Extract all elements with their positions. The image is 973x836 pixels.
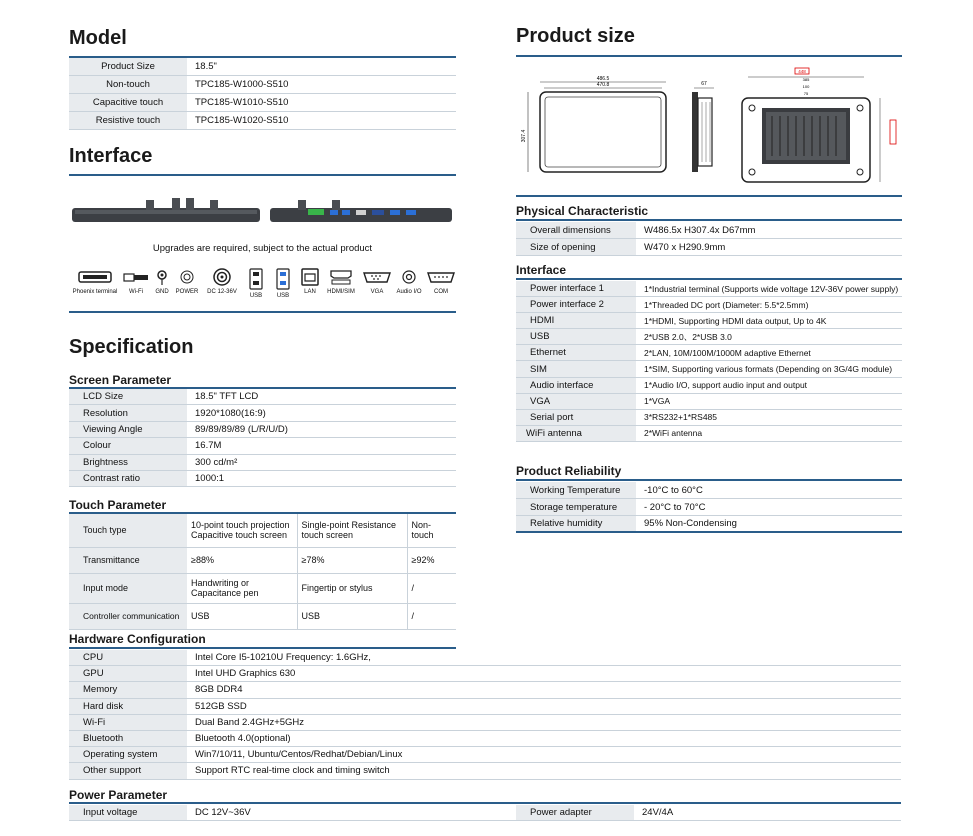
power-button-icon	[178, 268, 196, 286]
hardware-row: CPU Intel Core I5-10210U Frequency: 1.6GHz,	[69, 650, 901, 666]
interface-right-title: Interface	[516, 263, 567, 277]
com-port-icon	[427, 268, 455, 286]
interface-row: VGA 1*VGA	[516, 394, 902, 410]
port-power: POWER	[174, 268, 200, 295]
touch-row: Transmittance ≥88% ≥78% ≥92%	[69, 547, 456, 573]
interface-row: SIM 1*SIM, Supporting various formats (Depending on 3G/4G module)	[516, 361, 902, 377]
lan-port-icon	[301, 268, 319, 286]
interface-row: Ethernet 2*LAN, 10M/100M/1000M adaptive Ethernet	[516, 345, 902, 361]
hardware-table	[69, 650, 901, 780]
vga-port-icon	[363, 268, 391, 286]
dim-rear-b: 100	[802, 84, 810, 89]
screen-row: Viewing Angle 89/89/89/89 (L/R/U/D)	[69, 422, 456, 438]
gnd-icon	[155, 268, 169, 286]
reliability-row: Working Temperature -10°C to 60°C	[516, 482, 902, 499]
interface-right-table	[516, 281, 902, 442]
reliability-row: Relative humidity 95% Non-Condensing	[516, 516, 902, 533]
spec-title: Specification	[69, 336, 194, 358]
touch-row: Controller communication USB USB /	[69, 603, 456, 629]
interface-row: HDMI 1*HDMI, Supporting HDMI data output, Up to 4K	[516, 313, 902, 329]
dim-depth: 67	[701, 81, 707, 87]
screen-row: Contrast ratio 1000:1	[69, 471, 456, 487]
product-size-rule	[516, 55, 902, 57]
phoenix-terminal-icon	[78, 268, 112, 286]
interface-row: WiFi antenna 2*WiFi antenna	[516, 426, 902, 442]
dim-width-inner: 470.8	[596, 82, 610, 88]
device-io-views	[72, 194, 452, 228]
reliability-title: Product Reliability	[516, 464, 622, 478]
touch-table	[69, 514, 456, 630]
port-wifi: Wi-Fi	[121, 268, 151, 295]
hardware-rule	[69, 647, 456, 649]
screen-row: Resolution 1920*1080(16:9)	[69, 405, 456, 421]
reliability-row: Storage temperature - 20°C to 70°C	[516, 499, 902, 516]
port-lan: LAN	[299, 268, 321, 295]
reliability-table	[516, 482, 902, 533]
hardware-row: Bluetooth Bluetooth 4.0(optional)	[69, 731, 901, 747]
hardware-title: Hardware Configuration	[69, 632, 206, 646]
dim-width-outer: 486.5	[596, 76, 610, 82]
product-size-title: Product size	[516, 25, 635, 47]
hardware-row: Hard disk 512GB SSD	[69, 699, 901, 715]
touch-param-title: Touch Parameter	[69, 498, 167, 512]
screen-param-title: Screen Parameter	[69, 373, 172, 387]
port-com: COM	[427, 268, 455, 295]
port-phoenix: Phoenix terminal	[69, 268, 121, 295]
ports-rule	[69, 311, 456, 313]
port-usb2: USB	[245, 268, 267, 299]
screen-row: Colour 16.7M	[69, 438, 456, 454]
screen-table	[69, 389, 456, 487]
port-vga: VGA	[363, 268, 391, 295]
dim-rear-a: 385	[802, 77, 810, 82]
power-rule	[69, 802, 901, 804]
port-dc: DC 12-36V	[203, 268, 241, 295]
model-row: Product Size 18.5"	[69, 58, 456, 76]
screen-row: LCD Size 18.5" TFT LCD	[69, 389, 456, 405]
interface-row: Audio interface 1*Audio I/O, support audio input and output	[516, 378, 902, 394]
screen-row: Brightness 300 cd/m²	[69, 455, 456, 471]
dc-jack-icon	[212, 268, 232, 286]
physical-row: Size of opening W470 x H290.9mm	[516, 239, 902, 256]
port-usb3: USB	[272, 268, 294, 299]
hardware-row: Operating system Win7/10/11, Ubuntu/Centos/Redhat/Debian/Linux	[69, 747, 901, 763]
port-audio: Audio I/O	[395, 268, 423, 295]
model-table	[69, 58, 456, 130]
hdmi-sim-icon	[329, 268, 353, 286]
wifi-port-icon	[122, 268, 150, 286]
interface-row: Serial port 3*RS232+1*RS485	[516, 410, 902, 426]
touch-row: Touch type 10-point touch projection Capacitive touch screen Single-point Resistance touch screen Non-touch	[69, 514, 456, 547]
interface-title: Interface	[69, 145, 153, 167]
physical-table	[516, 222, 902, 256]
usb2-icon	[249, 268, 263, 290]
model-row: Non-touch TPC185-W1000-S510	[69, 76, 456, 94]
interface-rule	[69, 174, 456, 176]
power-row: Input voltage DC 12V~36V Power adapter 24V/4A	[69, 805, 901, 821]
touch-row: Input mode Handwriting or Capacitance pen Fingertip or stylus /	[69, 573, 456, 603]
hardware-row: Memory 8GB DDR4	[69, 682, 901, 698]
interface-row: USB 2*USB 2.0、2*USB 3.0	[516, 329, 902, 345]
hardware-row: Wi-Fi Dual Band 2.4GHz+5GHz	[69, 715, 901, 731]
dim-rear-c: 75	[803, 91, 809, 96]
interface-right-rule	[516, 278, 902, 280]
interface-note: Upgrades are required, subject to the actual product	[152, 243, 373, 254]
usb3-icon	[276, 268, 290, 290]
model-title: Model	[69, 27, 127, 49]
physical-title: Physical Characteristic	[516, 204, 649, 218]
interface-row: Power interface 1 1*Industrial terminal (Supports wide voltage 12V-36V power supply)	[516, 281, 902, 297]
physical-rule	[516, 219, 902, 221]
model-row: Resistive touch TPC185-W1020-S510	[69, 112, 456, 130]
hardware-row: Other support Support RTC real-time clock and timing switch	[69, 763, 901, 779]
dimension-drawing	[516, 62, 902, 192]
dim-height: 307.4	[521, 129, 527, 143]
model-row: Capacitive touch TPC185-W1010-S510	[69, 94, 456, 112]
interface-row: Power interface 2 1*Threaded DC port (Diameter: 5.5*2.5mm)	[516, 297, 902, 313]
port-gnd: GND	[151, 268, 173, 295]
reliability-rule	[516, 479, 902, 481]
physical-row: Overall dimensions W486.5x H307.4x D67mm	[516, 222, 902, 239]
audio-port-icon	[400, 268, 418, 286]
port-hdmi: HDMI/SIM	[326, 268, 356, 295]
power-title: Power Parameter	[69, 788, 168, 802]
drawing-rule	[516, 195, 902, 197]
dim-rear-width: 448	[798, 69, 806, 74]
hardware-row: GPU Intel UHD Graphics 630	[69, 666, 901, 682]
